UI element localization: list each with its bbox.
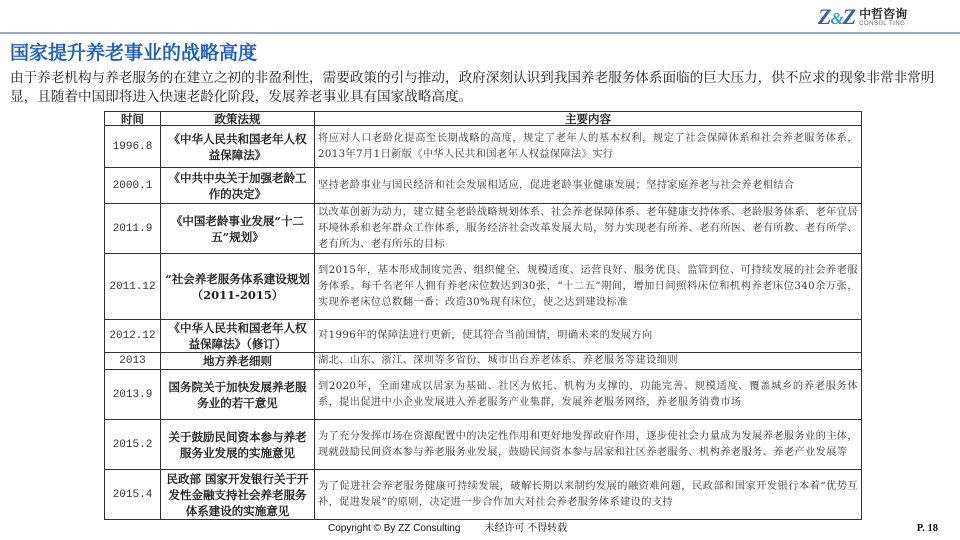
table-row xyxy=(105,204,862,254)
table-row xyxy=(105,254,862,320)
row-content: 为了促进社会养老服务健康可持续发展，破解长期以来制约发展的融资难问题，民政部和国家开发银行本着“优势互补，促进发展”的原则，决定进一步合作加大对社会养老服务体系建设的支持 xyxy=(315,470,862,520)
row-time: 2012.12 xyxy=(105,320,161,353)
row-content: 对1996年的保障法进行更新，使其符合当前国情，明确未来的发展方向 xyxy=(315,320,862,353)
table-row xyxy=(105,420,862,470)
row-time: 2000.1 xyxy=(105,168,161,204)
column-header-law: 政策法规 xyxy=(161,112,315,126)
table-row xyxy=(105,470,862,520)
table-row xyxy=(105,353,862,370)
row-law: 《中华人民共和国老年人权益保障法》 xyxy=(161,126,315,168)
table-row xyxy=(105,370,862,420)
row-content: 到2020年，全面建成以居家为基础、社区为依托、机构为支撑的，功能完善、规模适度、覆盖城乡的养老服务体系，提出促进中小企业发展进入养老服务产业集群，发展养老服务网络，养老服务消费市场 xyxy=(315,370,862,420)
row-content: 将应对人口老龄化提高至长期战略的高度，规定了老年人的基本权利，规定了社会保障体系和社会养老服务体系，2013年7月1日新版《中华人民共和国老年人权益保障法》实行 xyxy=(315,126,862,168)
row-law: 国务院关于加快发展养老服务业的若干意见 xyxy=(161,370,315,420)
row-law: 民政部 国家开发银行关于开发性金融支持社会养老服务体系建设的实施意见 xyxy=(161,470,315,520)
row-law: “社会养老服务体系建设规划（2011-2015） xyxy=(161,254,315,320)
row-law: 《中共中央关于加强老龄工作的决定》 xyxy=(161,168,315,204)
row-law: 地方养老细则 xyxy=(161,353,315,370)
table-row xyxy=(105,320,862,353)
row-time: 2015.4 xyxy=(105,470,161,520)
page-title: 国家提升养老事业的战略高度 xyxy=(10,42,258,64)
table-row xyxy=(105,168,862,204)
row-law: 《中华人民共和国老年人权益保障法》（修订） xyxy=(161,320,315,353)
policy-table xyxy=(104,111,862,520)
row-time: 2015.2 xyxy=(105,420,161,470)
table-header-row xyxy=(105,112,862,126)
row-content: 坚持老龄事业与国民经济和社会发展相适应，促进老龄事业健康发展；坚持家庭养老与社会养老相结合 xyxy=(315,168,862,204)
brand-name-en: CONSUL TING xyxy=(859,20,906,27)
row-law: 《中国老龄事业发展“十二五”规划》 xyxy=(161,204,315,254)
row-time: 2013 xyxy=(105,353,161,370)
column-header-time: 时间 xyxy=(105,112,161,126)
footer xyxy=(328,519,567,534)
row-content: 到2015年，基本形成制度完善、组织健全、规模适度、运营良好、服务优良、监管到位、可持续发展的社会养老服务体系。每千名老年人拥有养老床位数达到30张，“十二五”期间，增加日间照料床位和机构养老床位340余万张，实现养老床位总数翻一番；改造30%现有床位，使之达到建设标准 xyxy=(315,254,862,320)
brand-name-cn: 中哲咨询 xyxy=(859,6,908,21)
row-time: 2013.9 xyxy=(105,370,161,420)
brand-logo xyxy=(818,2,907,32)
row-content: 为了充分发挥市场在资源配置中的决定性作用和更好地发挥政府作用，逐步使社会力量成为发展养老服务业的主体，现就鼓励民间资本参与养老服务业发展，鼓励民间资本参与居家和社区养老服务、机构养老服务、养老产业发展等 xyxy=(315,420,862,470)
table-row xyxy=(105,126,862,168)
row-time: 1996.8 xyxy=(105,126,161,168)
copyright-text: Copyright © By ZZ Consulting xyxy=(328,523,461,534)
row-time: 2011.9 xyxy=(105,204,161,254)
row-law: 关于鼓励民间资本参与养老服务业发展的实施意见 xyxy=(161,420,315,470)
header-divider xyxy=(0,32,960,34)
row-content: 以改革创新为动力，建立健全老龄战略规划体系、社会养老保障体系、老年健康支持体系、老龄服务体系、老年宜居环境体系和老年群众工作体系，服务经济社会改革发展大局，努力实现老有所养、老有所医、老有所教、老有所学、老有所为、老有所乐的目标 xyxy=(315,204,862,254)
row-content: 湖北、山东、浙江、深圳等多省份、城市出台养老体系、养老服务等建设细则 xyxy=(315,353,862,370)
row-time: 2011.12 xyxy=(105,254,161,320)
intro-paragraph: 由于养老机构与养老服务的在建立之初的非盈利性，需要政策的引与推动，政府深刻认识到我国养老服务体系面临的巨大压力，供不应求的现象非常非常明显，且随着中国即将进入快速老龄化阶段，发展养老事业具有国家战略高度。 xyxy=(10,70,935,105)
logo-mark: Z&Z xyxy=(818,4,856,29)
logo-text xyxy=(859,8,907,27)
reprint-notice: 未经许可 不得转载 xyxy=(484,523,568,534)
page-number: P. 18 xyxy=(916,523,938,534)
column-header-content: 主要内容 xyxy=(315,112,862,126)
